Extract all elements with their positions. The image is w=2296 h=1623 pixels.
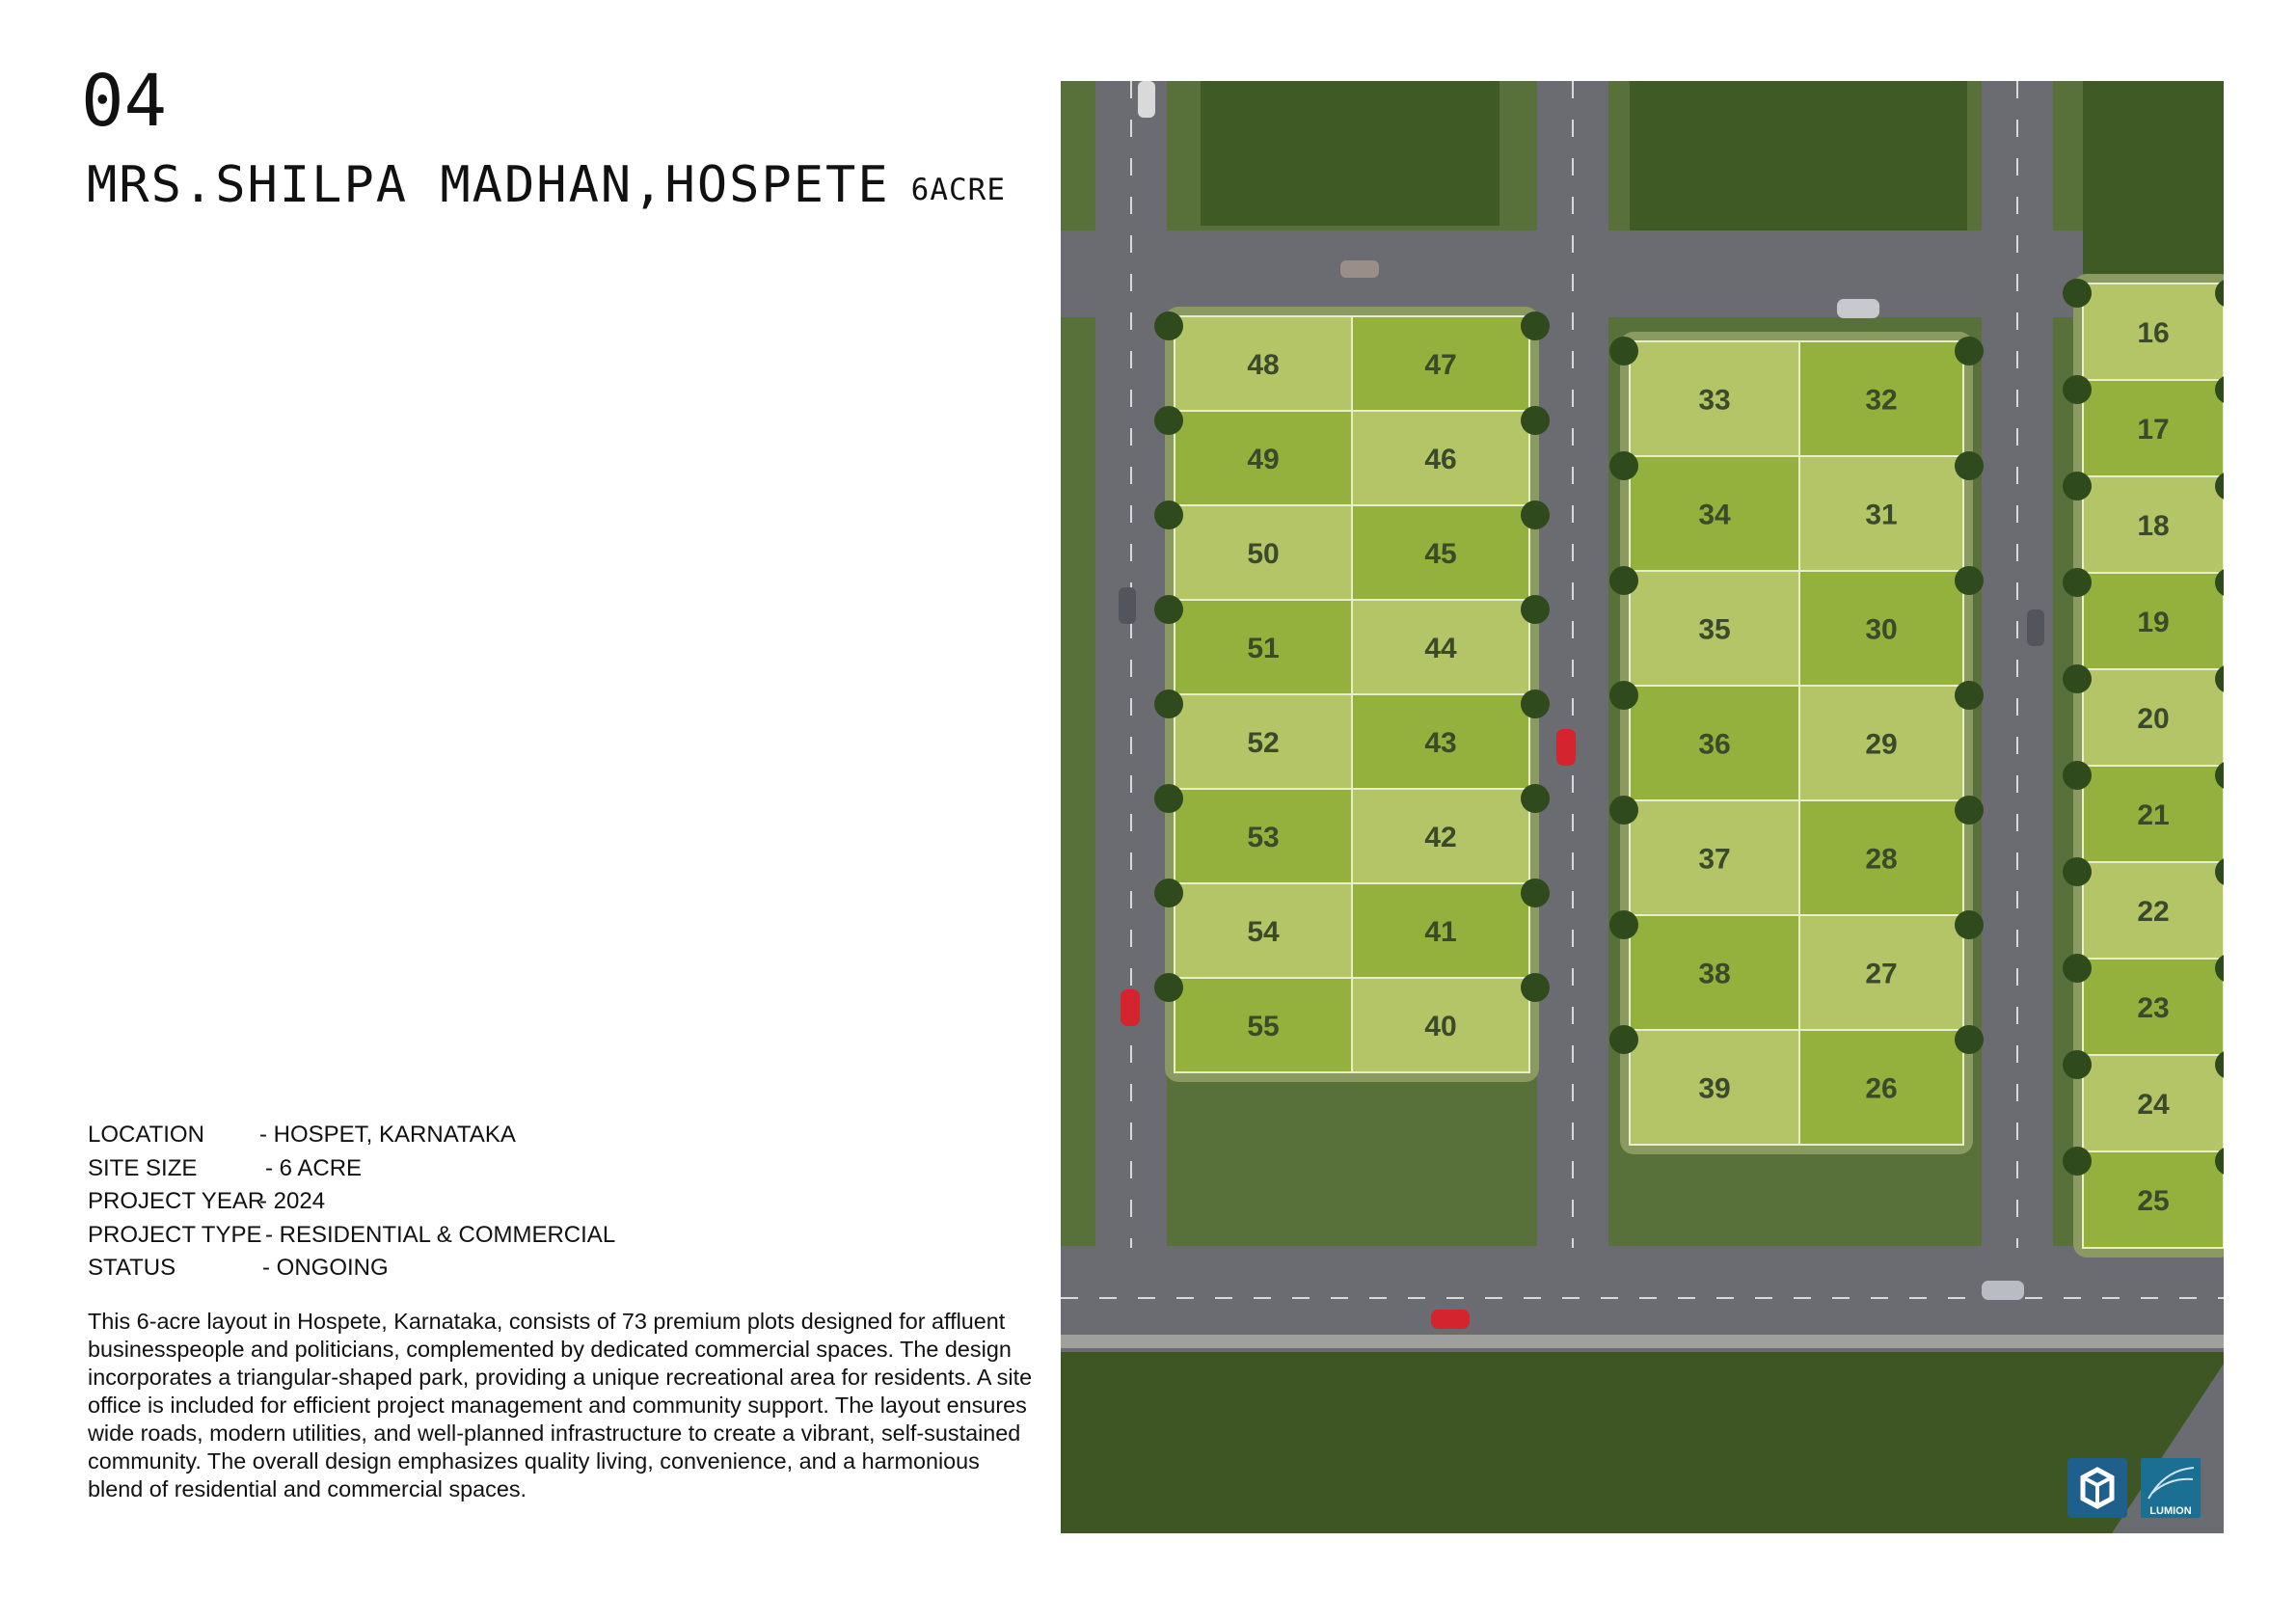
street-tree (1955, 337, 1984, 365)
site-plan-render (1061, 81, 2224, 1533)
forest-bottom (1061, 1352, 2224, 1533)
plot-number-label: 40 (1424, 1011, 1457, 1042)
car-grey (1340, 260, 1379, 278)
detail-value: - 2024 (259, 1188, 326, 1215)
plot-number-label: 28 (1865, 843, 1898, 876)
street-tree (2063, 279, 2092, 308)
plot-number-label: 43 (1424, 727, 1457, 759)
street-tree (1955, 796, 1984, 825)
street-tree (1521, 690, 1550, 718)
lumion-logo-text: LUMION (2149, 1505, 2192, 1517)
plot-number-label: 35 (1698, 613, 1731, 646)
street-tree (1521, 973, 1550, 1002)
project-title (87, 156, 1006, 214)
street-tree (1154, 879, 1183, 907)
street-tree (2063, 1050, 2092, 1079)
plot-number-label: 41 (1424, 916, 1457, 948)
site-plan-svg (1061, 81, 2224, 1533)
street-tree (1955, 681, 1984, 710)
street-tree (2063, 761, 2092, 790)
detail-location (88, 1119, 615, 1152)
plot-number-label: 23 (2137, 992, 2170, 1024)
detail-value: - ONGOING (262, 1255, 389, 1282)
street-tree (1609, 451, 1638, 480)
plot-number-label: 19 (2137, 607, 2170, 638)
street-tree (2063, 664, 2092, 693)
project-name: MRS.SHILPA MADHAN,HOSPETE (87, 156, 890, 214)
street-tree (2063, 1147, 2092, 1176)
street-tree (2063, 954, 2092, 983)
plot-number-label: 18 (2137, 510, 2170, 542)
plot-number-label: 25 (2137, 1185, 2170, 1217)
detail-project-year (88, 1185, 615, 1219)
street-tree (1521, 595, 1550, 624)
street-tree (1154, 595, 1183, 624)
street-tree (1154, 500, 1183, 529)
lumion-logo-icon (2141, 1458, 2201, 1518)
tree-cluster-top-left (1201, 81, 1499, 226)
detail-value: - RESIDENTIAL & COMMERCIAL (265, 1221, 616, 1248)
detail-label: PROJECT YEAR (88, 1188, 265, 1215)
street-tree (1521, 500, 1550, 529)
plot-number-label: 26 (1865, 1072, 1898, 1105)
tree-cluster-top-right (2083, 81, 2224, 284)
plot-number-label: 52 (1247, 727, 1280, 759)
plot-number-label: 39 (1698, 1072, 1731, 1105)
plot-number-label: 49 (1247, 444, 1280, 475)
detail-site-size (88, 1152, 615, 1186)
street-tree (1521, 784, 1550, 813)
street-tree (2063, 472, 2092, 500)
project-details (88, 1119, 615, 1285)
street-tree (1955, 910, 1984, 939)
project-description: This 6-acre layout in Hospete, Karnataka, consists of 73 premium plots designed for affluent businesspeople and politicians, complemented by dedicated commercial spaces. The design incorporates a triangular-shaped park, providing a unique recreational area for residents. A site office is included for efficient project management and community support. The layout ensures wide roads, modern utilities, and well-planned infrastructure to create a vibrant, self-sustained community. The overall design emphasizes quality living, convenience, and a harmonious blend of residential and commercial spaces. (88, 1309, 1033, 1501)
plot-number-label: 42 (1424, 822, 1457, 853)
detail-value: - HOSPET, KARNATAKA (259, 1122, 516, 1148)
street-tree (1955, 1025, 1984, 1054)
plot-number-label: 27 (1865, 958, 1898, 990)
footpath-bottom (1061, 1335, 2224, 1348)
plot-number-label: 48 (1247, 349, 1280, 381)
car-silver (1837, 299, 1879, 318)
plot-number-label: 24 (2137, 1089, 2170, 1121)
street-tree (1609, 910, 1638, 939)
detail-project-type (88, 1219, 615, 1253)
project-size-tag: 6ACRE (910, 173, 1006, 207)
street-tree (2063, 857, 2092, 886)
detail-status (88, 1252, 615, 1285)
plot-number-label: 16 (2137, 317, 2170, 349)
street-tree (1154, 311, 1183, 340)
plot-number-label: 33 (1698, 384, 1731, 417)
street-tree (1609, 566, 1638, 595)
car-white (1138, 81, 1155, 118)
plot-number-label: 54 (1247, 916, 1280, 948)
street-tree (1609, 1025, 1638, 1054)
car-red (1431, 1310, 1470, 1329)
plot-number-label: 55 (1247, 1011, 1280, 1042)
street-tree (1609, 337, 1638, 365)
detail-label: SITE SIZE (88, 1154, 198, 1181)
plot-number-label: 31 (1865, 499, 1898, 531)
plot-number-label: 22 (2137, 896, 2170, 928)
street-tree (2063, 568, 2092, 597)
street-tree (2063, 375, 2092, 404)
plot-number-label: 50 (1247, 538, 1280, 570)
plot-number-label: 36 (1698, 728, 1731, 761)
detail-label: LOCATION (88, 1122, 204, 1148)
car-red (1121, 989, 1140, 1026)
sketchup-logo-icon (2067, 1458, 2127, 1518)
street-tree (1521, 311, 1550, 340)
street-tree (1154, 973, 1183, 1002)
detail-value: - 6 ACRE (265, 1154, 363, 1181)
car-red (1556, 729, 1576, 766)
car-dark (1119, 587, 1136, 624)
street-tree (1955, 566, 1984, 595)
project-number: 04 (81, 60, 168, 143)
street-tree (1521, 406, 1550, 435)
street-tree (1154, 690, 1183, 718)
plot-number-label: 34 (1698, 499, 1731, 531)
street-tree (1609, 681, 1638, 710)
street-tree (1955, 451, 1984, 480)
plot-number-label: 38 (1698, 958, 1731, 990)
plot-number-label: 17 (2137, 414, 2170, 446)
detail-label: PROJECT TYPE (88, 1221, 262, 1248)
plot-number-label: 53 (1247, 822, 1280, 853)
plot-number-label: 44 (1424, 633, 1457, 664)
street-tree (1521, 879, 1550, 907)
plot-number-label: 20 (2137, 703, 2170, 735)
plot-number-label: 47 (1424, 349, 1457, 381)
plot-number-label: 46 (1424, 444, 1457, 475)
street-tree (1609, 796, 1638, 825)
detail-label: STATUS (88, 1255, 176, 1282)
street-tree (1154, 784, 1183, 813)
plot-number-label: 21 (2137, 799, 2170, 831)
car-dark (2027, 609, 2044, 646)
plot-number-label: 45 (1424, 538, 1457, 570)
plot-number-label: 29 (1865, 728, 1898, 761)
plot-number-label: 30 (1865, 613, 1898, 646)
car-silver (1982, 1281, 2024, 1300)
plot-number-label: 51 (1247, 633, 1280, 664)
plot-number-label: 37 (1698, 843, 1731, 876)
plot-number-label: 32 (1865, 384, 1898, 417)
street-tree (1154, 406, 1183, 435)
